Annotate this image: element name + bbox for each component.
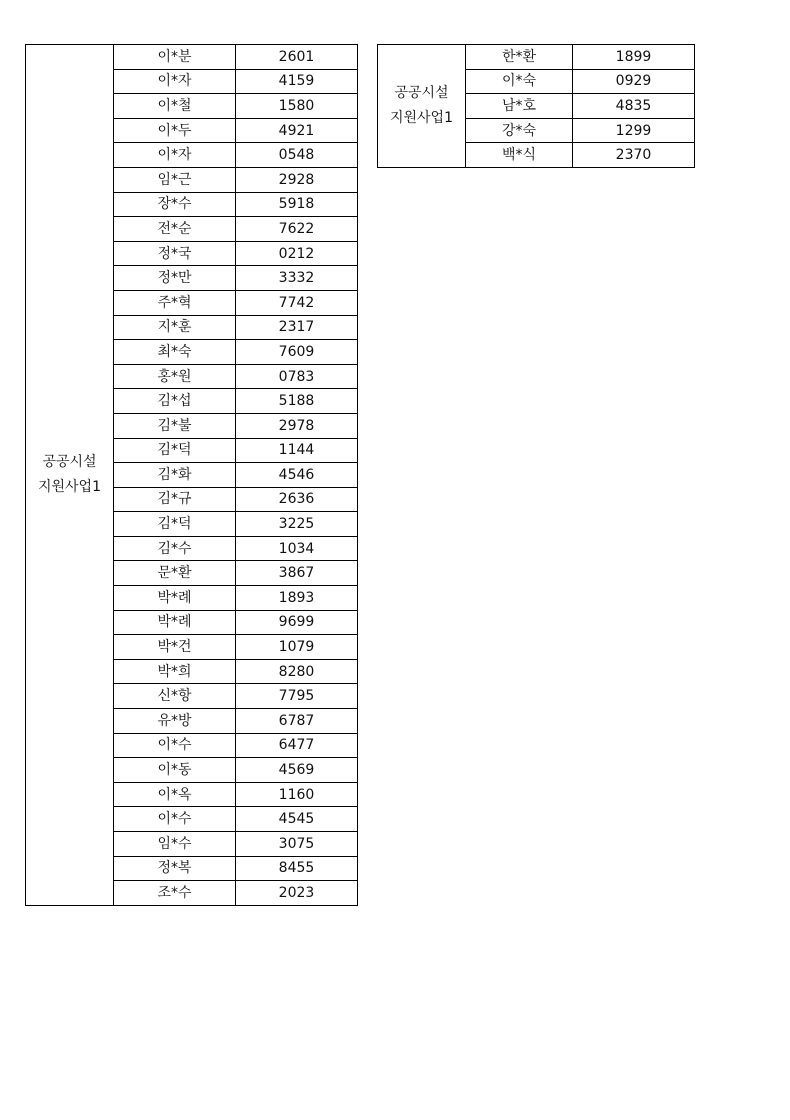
number-cell: 6477	[236, 733, 358, 758]
number-cell: 1144	[236, 438, 358, 463]
name-cell: 이*수	[114, 733, 236, 758]
table-row	[378, 45, 695, 70]
name-cell: 임*수	[114, 832, 236, 857]
name-cell: 김*덕	[114, 438, 236, 463]
name-cell: 김*화	[114, 463, 236, 488]
number-cell: 2317	[236, 315, 358, 340]
number-cell: 4835	[573, 94, 695, 119]
name-cell: 김*덕	[114, 512, 236, 537]
name-cell: 정*복	[114, 856, 236, 881]
number-cell: 0783	[236, 364, 358, 389]
name-cell: 이*숙	[466, 69, 573, 94]
name-cell: 김*섭	[114, 389, 236, 414]
right-table	[377, 44, 695, 168]
name-cell: 김*불	[114, 413, 236, 438]
number-cell: 8280	[236, 659, 358, 684]
name-cell: 이*자	[114, 143, 236, 168]
name-cell: 이*자	[114, 69, 236, 94]
name-cell: 이*옥	[114, 782, 236, 807]
name-cell: 지*훈	[114, 315, 236, 340]
number-cell: 4546	[236, 463, 358, 488]
group-label-cell	[378, 45, 466, 168]
name-cell: 이*두	[114, 118, 236, 143]
name-cell: 박*희	[114, 659, 236, 684]
name-cell: 최*숙	[114, 340, 236, 365]
name-cell: 임*근	[114, 167, 236, 192]
number-cell: 5188	[236, 389, 358, 414]
number-cell: 2370	[573, 143, 695, 168]
number-cell: 3332	[236, 266, 358, 291]
name-cell: 박*례	[114, 586, 236, 611]
name-cell: 조*수	[114, 881, 236, 906]
number-cell: 1034	[236, 536, 358, 561]
name-cell: 이*분	[114, 45, 236, 70]
table-row	[26, 45, 358, 70]
name-cell: 김*규	[114, 487, 236, 512]
number-cell: 1160	[236, 782, 358, 807]
number-cell: 4921	[236, 118, 358, 143]
number-cell: 2601	[236, 45, 358, 70]
number-cell: 5918	[236, 192, 358, 217]
name-cell: 정*국	[114, 241, 236, 266]
group-label-cell	[26, 45, 114, 906]
group-label-line1: 공공시설	[42, 454, 97, 471]
number-cell: 1893	[236, 586, 358, 611]
number-cell: 0212	[236, 241, 358, 266]
number-cell: 0548	[236, 143, 358, 168]
number-cell: 7795	[236, 684, 358, 709]
name-cell: 백*식	[466, 143, 573, 168]
name-cell: 전*순	[114, 217, 236, 242]
number-cell: 9699	[236, 610, 358, 635]
number-cell: 4545	[236, 807, 358, 832]
number-cell: 2928	[236, 167, 358, 192]
number-cell: 7609	[236, 340, 358, 365]
name-cell: 장*수	[114, 192, 236, 217]
name-cell: 홍*원	[114, 364, 236, 389]
name-cell: 박*건	[114, 635, 236, 660]
group-label-line1: 공공시설	[394, 85, 449, 102]
name-cell: 이*동	[114, 758, 236, 783]
left-table	[25, 44, 358, 906]
number-cell: 4159	[236, 69, 358, 94]
name-cell: 주*혁	[114, 290, 236, 315]
group-label-line2: 지원사업1	[37, 478, 101, 495]
number-cell: 1580	[236, 94, 358, 119]
group-label-line2: 지원사업1	[389, 109, 453, 126]
number-cell: 7622	[236, 217, 358, 242]
name-cell: 신*항	[114, 684, 236, 709]
name-cell: 남*호	[466, 94, 573, 119]
number-cell: 2978	[236, 413, 358, 438]
number-cell: 3075	[236, 832, 358, 857]
number-cell: 3225	[236, 512, 358, 537]
number-cell: 0929	[573, 69, 695, 94]
number-cell: 1079	[236, 635, 358, 660]
number-cell: 3867	[236, 561, 358, 586]
name-cell: 이*수	[114, 807, 236, 832]
name-cell: 이*철	[114, 94, 236, 119]
name-cell: 한*환	[466, 45, 573, 70]
number-cell: 6787	[236, 709, 358, 734]
name-cell: 유*방	[114, 709, 236, 734]
name-cell: 박*례	[114, 610, 236, 635]
number-cell: 2023	[236, 881, 358, 906]
number-cell: 1899	[573, 45, 695, 70]
number-cell: 1299	[573, 118, 695, 143]
number-cell: 8455	[236, 856, 358, 881]
name-cell: 정*만	[114, 266, 236, 291]
number-cell: 7742	[236, 290, 358, 315]
number-cell: 4569	[236, 758, 358, 783]
name-cell: 강*숙	[466, 118, 573, 143]
name-cell: 문*환	[114, 561, 236, 586]
name-cell: 김*수	[114, 536, 236, 561]
number-cell: 2636	[236, 487, 358, 512]
